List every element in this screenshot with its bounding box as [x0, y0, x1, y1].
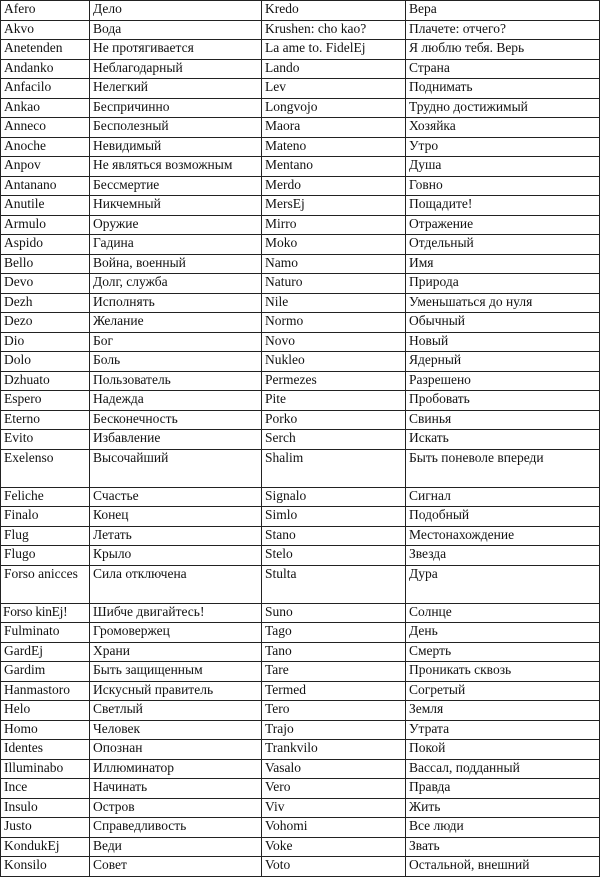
translation-left: Невидимый	[90, 137, 262, 157]
translation-left: Искусный правитель	[90, 681, 262, 701]
translation-left: Никчемный	[90, 196, 262, 216]
translation-right: Поднимать	[406, 79, 600, 99]
translation-right: Земля	[406, 701, 600, 721]
word-right: Merdo	[262, 176, 406, 196]
word-left: Flug	[1, 526, 90, 546]
word-left: Anoche	[1, 137, 90, 157]
word-right: Tare	[262, 662, 406, 682]
word-right: La ame to. FidelEj	[262, 40, 406, 60]
translation-right: Утрата	[406, 720, 600, 740]
translation-left: Избавление	[90, 430, 262, 450]
word-left: Gardim	[1, 662, 90, 682]
word-right: Mentano	[262, 157, 406, 177]
table-row	[1, 332, 600, 352]
table-row	[1, 759, 600, 779]
table-row	[1, 196, 600, 216]
word-left: Insulo	[1, 798, 90, 818]
word-left: Justo	[1, 818, 90, 838]
table-row	[1, 313, 600, 333]
word-right: Simlo	[262, 507, 406, 527]
word-right: Maora	[262, 118, 406, 138]
translation-left: Не являться возможным	[90, 157, 262, 177]
word-right: Stulta	[262, 565, 406, 603]
translation-right: Звезда	[406, 546, 600, 566]
translation-right: Отражение	[406, 215, 600, 235]
table-row	[1, 701, 600, 721]
translation-left: Бесконечность	[90, 410, 262, 430]
translation-right: Искать	[406, 430, 600, 450]
word-left: Dezh	[1, 293, 90, 313]
word-right: Lando	[262, 59, 406, 79]
word-left: Espero	[1, 391, 90, 411]
word-left: Hanmastoro	[1, 681, 90, 701]
translation-right: Говно	[406, 176, 600, 196]
word-right: Novo	[262, 332, 406, 352]
translation-left: Не протягивается	[90, 40, 262, 60]
table-row	[1, 487, 600, 507]
translation-left: Справедливость	[90, 818, 262, 838]
word-right: Suno	[262, 603, 406, 623]
translation-left: Конец	[90, 507, 262, 527]
table-row	[1, 449, 600, 487]
translation-left: Бог	[90, 332, 262, 352]
translation-left: Оружие	[90, 215, 262, 235]
translation-right: Природа	[406, 274, 600, 294]
word-right: Shalim	[262, 449, 406, 487]
table-row	[1, 371, 600, 391]
vocabulary-table-body	[1, 1, 600, 877]
table-row	[1, 507, 600, 527]
translation-left: Храни	[90, 642, 262, 662]
word-left: Eterno	[1, 410, 90, 430]
table-row	[1, 410, 600, 430]
translation-left: Счастье	[90, 487, 262, 507]
table-row	[1, 662, 600, 682]
word-right: Permezes	[262, 371, 406, 391]
translation-right: Страна	[406, 59, 600, 79]
word-left: Anpov	[1, 157, 90, 177]
word-right: Naturo	[262, 274, 406, 294]
translation-right: Согретый	[406, 681, 600, 701]
word-left: Helo	[1, 701, 90, 721]
translation-right: Проникать сквозь	[406, 662, 600, 682]
table-row	[1, 215, 600, 235]
translation-left: Надежда	[90, 391, 262, 411]
table-row	[1, 20, 600, 40]
table-row	[1, 546, 600, 566]
word-left: Dio	[1, 332, 90, 352]
table-row	[1, 391, 600, 411]
translation-right: Я люблю тебя. Верь	[406, 40, 600, 60]
translation-right: Остальной, внешний	[406, 857, 600, 877]
word-left: Anetenden	[1, 40, 90, 60]
translation-right: Свинья	[406, 410, 600, 430]
translation-left: Остров	[90, 798, 262, 818]
word-left: Ankao	[1, 98, 90, 118]
translation-left: Неблагодарный	[90, 59, 262, 79]
translation-right: Смерть	[406, 642, 600, 662]
table-row	[1, 176, 600, 196]
word-left: Aspido	[1, 235, 90, 255]
translation-right: День	[406, 623, 600, 643]
word-right: Lev	[262, 79, 406, 99]
translation-right: Жить	[406, 798, 600, 818]
word-left: Dzhuato	[1, 371, 90, 391]
table-row	[1, 137, 600, 157]
translation-left: Громовержец	[90, 623, 262, 643]
translation-left: Вода	[90, 20, 262, 40]
translation-right: Все люди	[406, 818, 600, 838]
translation-left: Веди	[90, 837, 262, 857]
word-right: Nile	[262, 293, 406, 313]
word-right: Pite	[262, 391, 406, 411]
table-row	[1, 837, 600, 857]
table-row	[1, 118, 600, 138]
word-right: Mirro	[262, 215, 406, 235]
translation-left: Опознан	[90, 740, 262, 760]
word-left: Finalo	[1, 507, 90, 527]
word-left: Forso anicces	[1, 565, 90, 603]
translation-left: Сила отключена	[90, 565, 262, 603]
word-right: Kredo	[262, 1, 406, 21]
translation-right: Утро	[406, 137, 600, 157]
translation-left: Бесполезный	[90, 118, 262, 138]
table-row	[1, 798, 600, 818]
translation-left: Летать	[90, 526, 262, 546]
word-left: Homo	[1, 720, 90, 740]
translation-right: Трудно достижимый	[406, 98, 600, 118]
word-left: Armulo	[1, 215, 90, 235]
word-right: Namo	[262, 254, 406, 274]
word-right: Nukleo	[262, 352, 406, 372]
translation-right: Солнце	[406, 603, 600, 623]
word-right: Stelo	[262, 546, 406, 566]
word-right: Porko	[262, 410, 406, 430]
translation-right: Имя	[406, 254, 600, 274]
translation-right: Душа	[406, 157, 600, 177]
translation-left: Шибче двигайтесь!	[90, 603, 262, 623]
word-left: Akvo	[1, 20, 90, 40]
translation-right: Пощадите!	[406, 196, 600, 216]
translation-left: Совет	[90, 857, 262, 877]
table-row	[1, 642, 600, 662]
word-right: Trankvilo	[262, 740, 406, 760]
translation-right: Дура	[406, 565, 600, 603]
table-row	[1, 1, 600, 21]
translation-left: Нелегкий	[90, 79, 262, 99]
table-row	[1, 293, 600, 313]
translation-right: Отдельный	[406, 235, 600, 255]
translation-right: Местонахождение	[406, 526, 600, 546]
table-row	[1, 818, 600, 838]
word-left: GardEj	[1, 642, 90, 662]
table-row	[1, 565, 600, 603]
word-left: Anfacilo	[1, 79, 90, 99]
table-row	[1, 59, 600, 79]
translation-left: Бессмертие	[90, 176, 262, 196]
translation-right: Пробовать	[406, 391, 600, 411]
word-right: Serch	[262, 430, 406, 450]
word-right: Tero	[262, 701, 406, 721]
word-left: Ince	[1, 779, 90, 799]
translation-right: Быть поневоле впереди	[406, 449, 600, 487]
table-row	[1, 235, 600, 255]
word-left: Andanko	[1, 59, 90, 79]
table-row	[1, 274, 600, 294]
translation-right: Звать	[406, 837, 600, 857]
translation-left: Беспричинно	[90, 98, 262, 118]
translation-left: Быть защищенным	[90, 662, 262, 682]
translation-right: Уменьшаться до нуля	[406, 293, 600, 313]
translation-left: Боль	[90, 352, 262, 372]
word-left: Bello	[1, 254, 90, 274]
table-row	[1, 779, 600, 799]
translation-left: Пользователь	[90, 371, 262, 391]
translation-left: Начинать	[90, 779, 262, 799]
table-row	[1, 681, 600, 701]
word-right: Vohomi	[262, 818, 406, 838]
word-right: Signalo	[262, 487, 406, 507]
word-left: KondukEj	[1, 837, 90, 857]
translation-left: Желание	[90, 313, 262, 333]
translation-right: Покой	[406, 740, 600, 760]
table-row	[1, 526, 600, 546]
word-right: Mateno	[262, 137, 406, 157]
translation-left: Исполнять	[90, 293, 262, 313]
table-row	[1, 740, 600, 760]
word-left: Antanano	[1, 176, 90, 196]
table-row	[1, 430, 600, 450]
word-left: Exelenso	[1, 449, 90, 487]
translation-right: Ядерный	[406, 352, 600, 372]
word-left: Dezo	[1, 313, 90, 333]
word-left: Illuminabo	[1, 759, 90, 779]
word-left: Anneco	[1, 118, 90, 138]
table-row	[1, 623, 600, 643]
word-left: Flugo	[1, 546, 90, 566]
word-left: Fulminato	[1, 623, 90, 643]
word-right: Voke	[262, 837, 406, 857]
word-left: Evito	[1, 430, 90, 450]
translation-right: Разрешено	[406, 371, 600, 391]
translation-right: Правда	[406, 779, 600, 799]
word-right: Moko	[262, 235, 406, 255]
word-right: Termed	[262, 681, 406, 701]
table-row	[1, 857, 600, 877]
word-right: Trajo	[262, 720, 406, 740]
word-right: Vasalo	[262, 759, 406, 779]
table-row	[1, 79, 600, 99]
translation-right: Вера	[406, 1, 600, 21]
word-right: Normo	[262, 313, 406, 333]
table-row	[1, 40, 600, 60]
translation-right: Плачете: отчего?	[406, 20, 600, 40]
translation-right: Подобный	[406, 507, 600, 527]
word-left: Devo	[1, 274, 90, 294]
translation-left: Крыло	[90, 546, 262, 566]
table-row	[1, 352, 600, 372]
word-right: Longvojo	[262, 98, 406, 118]
word-right: Voto	[262, 857, 406, 877]
translation-left: Дело	[90, 1, 262, 21]
word-left: Anutile	[1, 196, 90, 216]
word-left: Feliche	[1, 487, 90, 507]
word-left: Identes	[1, 740, 90, 760]
translation-right: Вассал, подданный	[406, 759, 600, 779]
word-right: MersEj	[262, 196, 406, 216]
word-right: Tano	[262, 642, 406, 662]
translation-left: Иллюминатор	[90, 759, 262, 779]
translation-right: Новый	[406, 332, 600, 352]
translation-right: Обычный	[406, 313, 600, 333]
word-right: Vero	[262, 779, 406, 799]
word-right: Krushen: cho kao?	[262, 20, 406, 40]
translation-left: Гадина	[90, 235, 262, 255]
translation-left: Война, военный	[90, 254, 262, 274]
translation-left: Человек	[90, 720, 262, 740]
word-right: Viv	[262, 798, 406, 818]
translation-left: Долг, служба	[90, 274, 262, 294]
translation-left: Высочайший	[90, 449, 262, 487]
word-right: Tago	[262, 623, 406, 643]
translation-right: Хозяйка	[406, 118, 600, 138]
table-row	[1, 254, 600, 274]
table-row	[1, 157, 600, 177]
word-left: Afero	[1, 1, 90, 21]
word-left: Konsilo	[1, 857, 90, 877]
word-left: Dolo	[1, 352, 90, 372]
word-left: Forso kinEj!	[1, 603, 90, 623]
translation-right: Сигнал	[406, 487, 600, 507]
word-right: Stano	[262, 526, 406, 546]
table-row	[1, 98, 600, 118]
translation-left: Светлый	[90, 701, 262, 721]
table-row	[1, 603, 600, 623]
table-row	[1, 720, 600, 740]
